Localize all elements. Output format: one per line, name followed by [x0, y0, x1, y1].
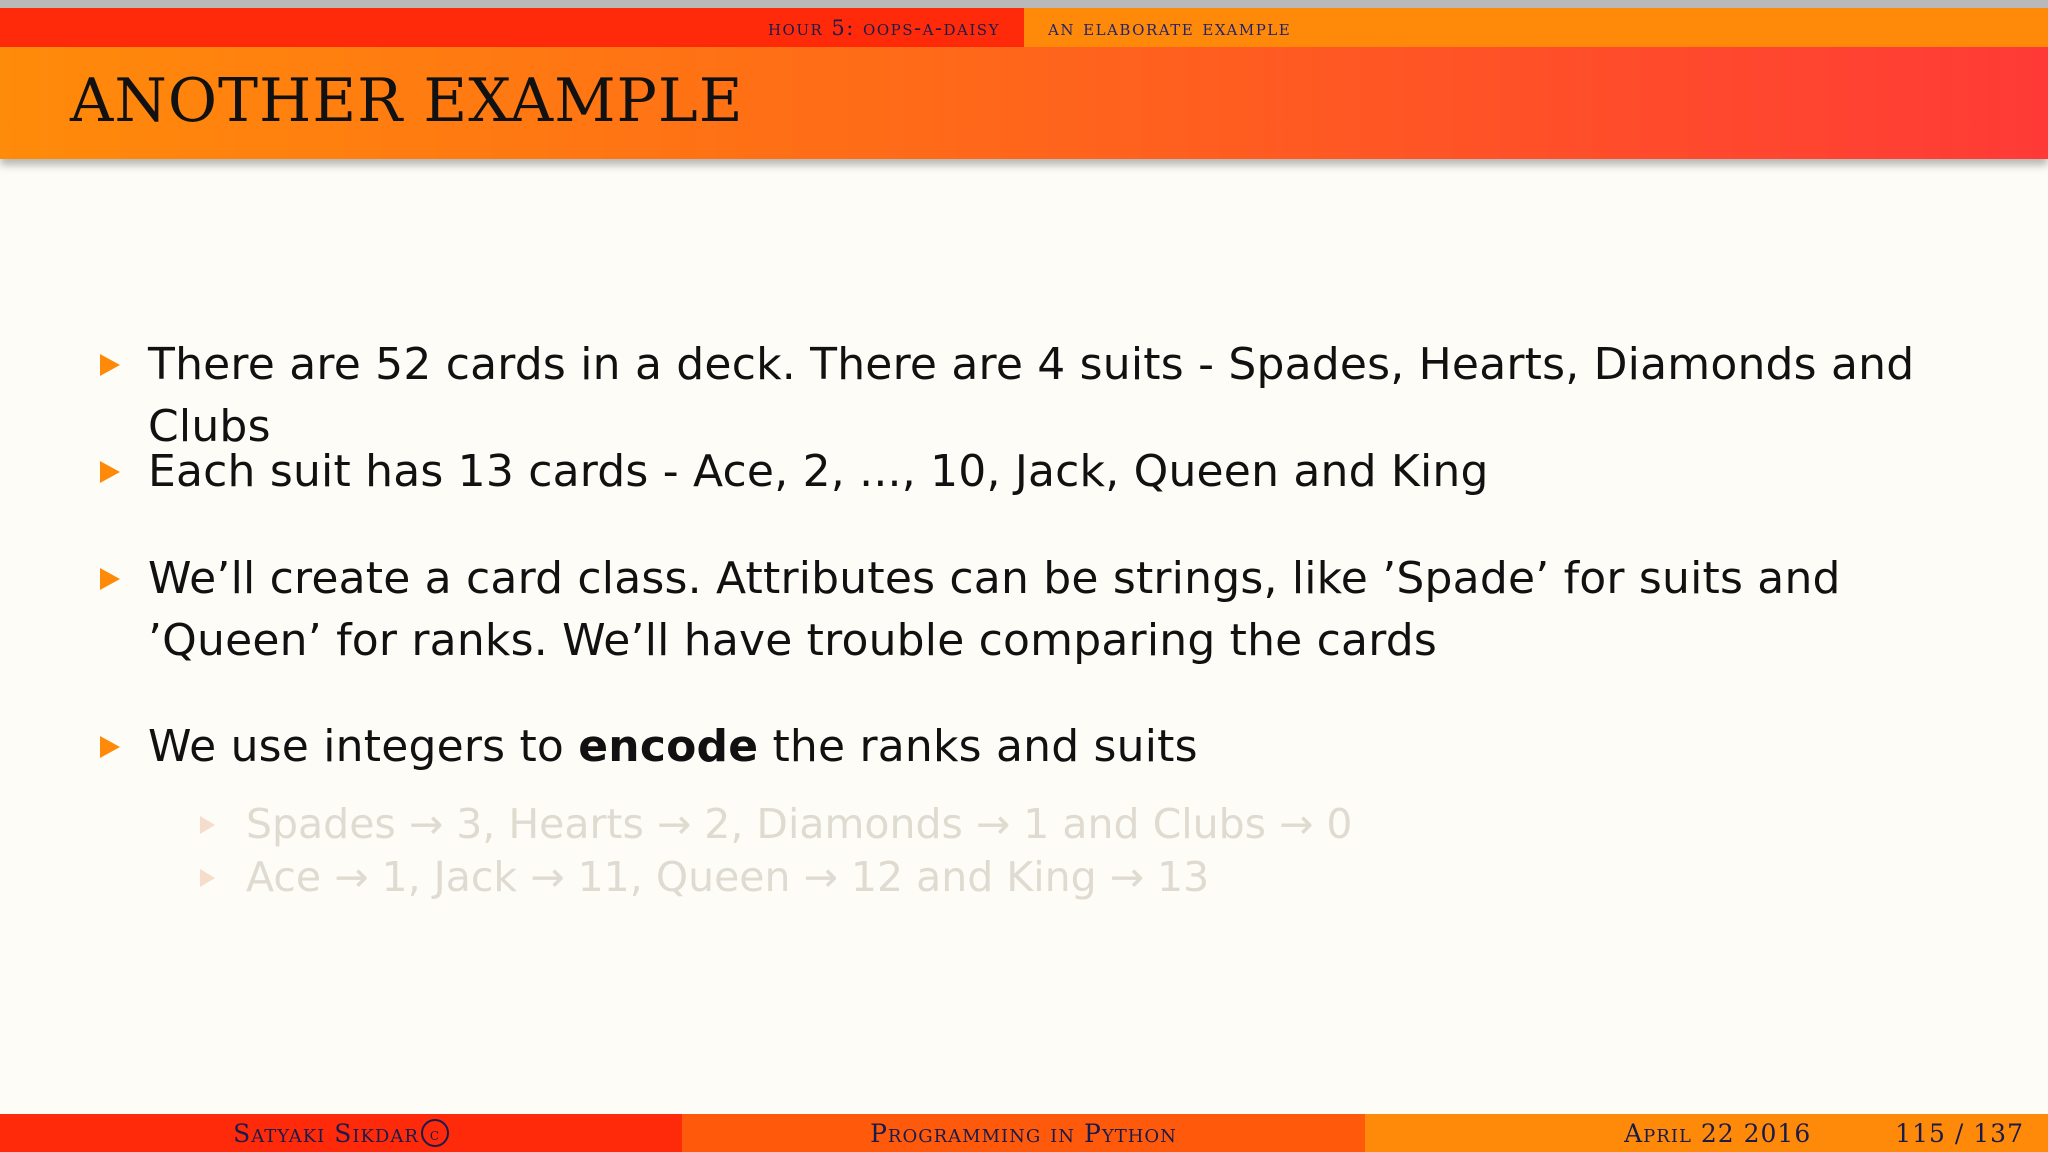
author-name: Satyaki Sikdar	[233, 1118, 419, 1148]
sub-bullet-triangle-icon	[200, 816, 215, 834]
bullet-triangle-icon	[100, 354, 120, 376]
footer-author	[0, 1114, 682, 1152]
bullet-triangle-icon	[100, 568, 120, 590]
sub-bullet-text: Spades → 3, Hearts → 2, Diamonds → 1 and Clubs → 0	[246, 800, 1353, 848]
footer-date-page	[1365, 1114, 2048, 1152]
footer-course	[682, 1114, 1365, 1152]
subsection-label[interactable]: an elaborate example	[1048, 15, 1292, 40]
bullet-triangle-icon	[100, 736, 120, 758]
bullet-text-after: the ranks and suits	[758, 721, 1198, 772]
sub-bullet-text: Ace → 1, Jack → 11, Queen → 12 and King → 13	[246, 853, 1210, 901]
bullet-text-before: We use integers to	[148, 721, 579, 772]
course-title: Programming in Python	[870, 1118, 1177, 1148]
bullet-triangle-icon	[100, 461, 120, 483]
copyright-icon: c	[421, 1119, 449, 1147]
slide-date: April 22 2016	[1624, 1118, 1812, 1148]
bullet-text	[148, 716, 1978, 778]
bullet-text: Each suit has 13 cards - Ace, 2, ..., 10, Jack, Queen and King	[148, 446, 1489, 497]
section-label[interactable]: hour 5: oops-a-daisy	[767, 15, 1000, 40]
bullet-bold-word: encode	[578, 721, 759, 772]
bullet-text: We’ll create a card class. Attributes can be strings, like ’Spade’ for suits and ’Queen’ for ranks. We’ll have trouble comparing the cards	[148, 553, 1841, 666]
footer-bar	[0, 1114, 2048, 1152]
sub-bullet-triangle-icon	[200, 869, 215, 887]
bullet-text: There are 52 cards in a deck. There are 4 suits - Spades, Hearts, Diamonds and Clubs	[148, 339, 1915, 452]
page-number: 115 / 137	[1895, 1118, 2024, 1148]
slide-title: ANOTHER EXAMPLE	[70, 66, 744, 136]
